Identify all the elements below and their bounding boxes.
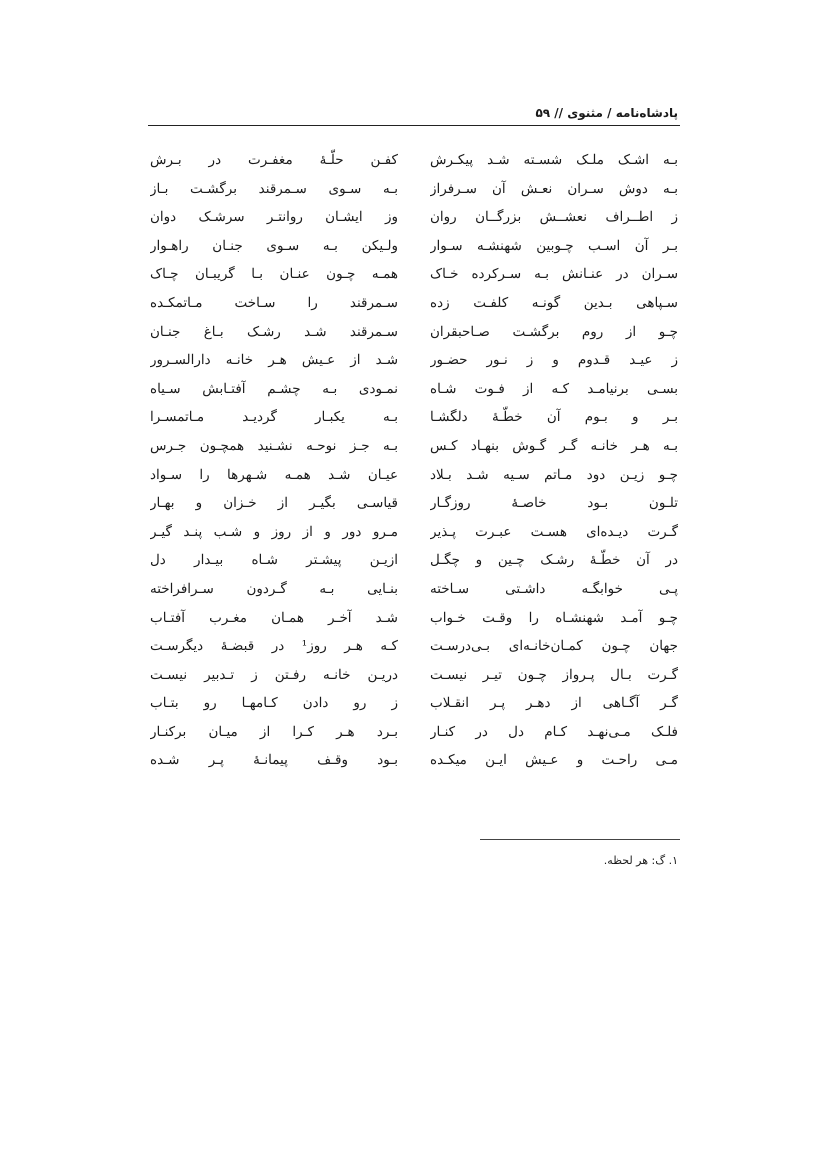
left-hemistich: بـه سـوی سـمرقند برگشـت بـاز (150, 180, 398, 197)
right-hemistich: سـران در عنـانش بـه سـرکرده خـاک (430, 266, 678, 283)
right-hemistich: تلـون بـود خاصـهٔ روزگـار (430, 495, 678, 512)
right-hemistich: گـرت دیـده‌ای هسـت عبـرت پـذیر (430, 523, 678, 540)
left-hemistich: سـمرقند شـد رشـک بـاغ جنـان (150, 323, 398, 340)
left-hemistich: شـد آخـر همـان مغـرب آفتـاب (150, 609, 398, 626)
right-hemistich: پـی خوابگـه داشـتی سـاخته (430, 580, 678, 597)
left-hemistich: نمـودی بـه چشـم آفتـابش سـیاه (150, 380, 398, 397)
right-hemistich: ز عیـد قـدوم و ز نـور حضـور (430, 352, 678, 369)
right-hemistich: بـه اشـک ملـک شسـته شـد پیکـرش (430, 152, 678, 168)
footnote: ۱. گ: هر لحظه. (603, 854, 678, 867)
left-hemistich: ولـیکن بـه سـوی جنـان راهـوار (150, 237, 398, 254)
right-hemistich: چـو آمـد شهنشـاه را وقـت خـواب (430, 609, 678, 626)
right-hemistich: جهان چـون کمـان‌خانـه‌ای بـی‌درسـت (430, 638, 678, 655)
right-hemistich: بـر آن اسـب چـوبین شهنشـه سـوار (430, 237, 678, 254)
right-hemistich-column (430, 146, 678, 775)
running-head: پادشاه‌نامه / مثنوی // ۵۹ (535, 106, 678, 120)
header-rule (148, 125, 680, 126)
verse-body (0, 146, 826, 769)
left-hemistich: قیاسـی بگیـر از خـزان و بهـار (150, 495, 398, 512)
right-hemistich: چـو از روم برگشـت صـاحبقران (430, 323, 678, 340)
right-hemistich: چـو زیـن دود مـاتم سـیه شـد بـلاد (430, 466, 678, 483)
right-hemistich: گـرت بـال پـرواز چـون تیـر نیسـت (430, 666, 678, 683)
left-hemistich: وز ایشـان روانتـر سرشـک دوان (150, 209, 398, 226)
left-hemistich: بنـایی بـه گـردون سـرافراخته (150, 580, 398, 597)
right-hemistich: بـه دوش سـران نعـش آن سـرفراز (430, 180, 678, 197)
left-hemistich: بـود وقـف پیمانـهٔ پـر شـده (150, 752, 398, 769)
left-hemistich: کفـن حلّـهٔ مغفـرت در بـرش (150, 152, 398, 168)
right-hemistich: بـه هـر خانـه گـر گـوش بنهـاد کـس (430, 437, 678, 454)
right-hemistich: مـی راحـت و عـیش ایـن میکـده (430, 752, 678, 769)
left-hemistich: شـد از عـیش هـر خانـه دارالسـرور (150, 352, 398, 369)
left-hemistich: دریـن خانـه رفـتن ز تـدبیر نیسـت (150, 666, 398, 683)
right-hemistich: بسـی برنیامـد کـه از فـوت شـاه (430, 380, 678, 397)
left-hemistich: ز رو دادن کـامهـا رو بتـاب (150, 695, 398, 712)
left-hemistich: ازیـن پیشـتر شـاه بیـدار دل (150, 552, 398, 569)
left-hemistich: سـمرقند را سـاخت مـاتمکـده (150, 294, 398, 311)
left-hemistich: کـه هـر روز¹ در قبضـهٔ دیگرسـت (150, 638, 398, 655)
left-hemistich: همـه چـون عنـان بـا گریبـان چـاک (150, 266, 398, 283)
left-hemistich: بـه یکبـار گردیـد مـاتمسـرا (150, 409, 398, 426)
left-hemistich: مـرو دور و از روز و شـب پنـد گیـر (150, 523, 398, 540)
right-hemistich: در آن خطّـهٔ رشـک چـین و چگـل (430, 552, 678, 569)
left-hemistich: بـه جـز نوحـه نشـنید همچـون جـرس (150, 437, 398, 454)
right-hemistich: گـر آگـاهی از دهـر پـر انقـلاب (430, 695, 678, 712)
left-hemistich-column (150, 146, 398, 775)
right-hemistich: بـر و بـوم آن خطّـهٔ دلگشـا (430, 409, 678, 426)
left-hemistich: بـرد هـر کـرا از میـان برکنـار (150, 723, 398, 740)
right-hemistich: ز اطــراف نعشــش بزرگــان روان (430, 209, 678, 226)
right-hemistich: فلـک مـی‌نهـد کـام دل در کنـار (430, 723, 678, 740)
left-hemistich: عیـان شـد همـه شـهرها را سـواد (150, 466, 398, 483)
footnote-rule (480, 839, 680, 840)
right-hemistich: سـپاهی بـدین گونـه کلفـت زده (430, 294, 678, 311)
